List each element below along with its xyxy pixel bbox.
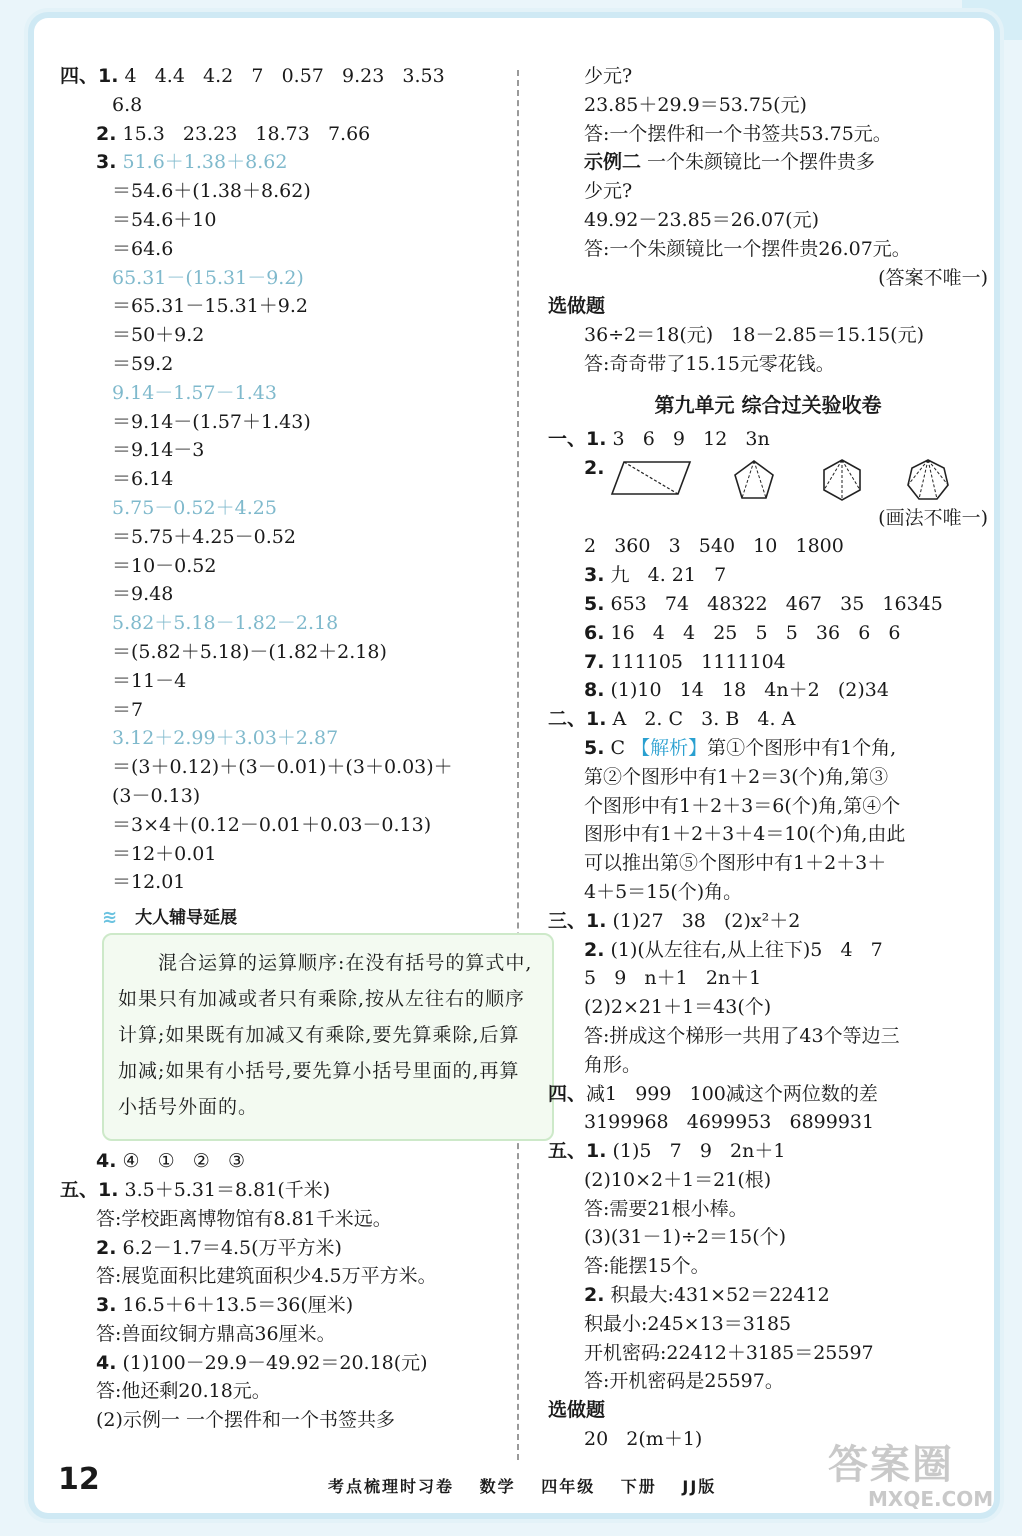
answer-line: 4. ④ ① ② ③ bbox=[96, 1150, 245, 1173]
tip-header bbox=[102, 903, 554, 933]
answer-line: 答:开机密码是25597。 bbox=[584, 1370, 784, 1393]
parallelogram-icon bbox=[610, 458, 692, 498]
page-number: 12 bbox=[58, 1462, 100, 1497]
answer-line: 2. 15.3 23.23 18.73 7.66 bbox=[96, 122, 371, 145]
wave-icon: ≋ bbox=[102, 907, 118, 929]
answer-line: 9.14－1.57－1.43 bbox=[112, 381, 277, 404]
answer-line: ＝59.2 bbox=[112, 352, 174, 375]
answer-line: 5 9 n＋1 2n＋1 bbox=[584, 967, 762, 990]
answer-line: 答:需要21根小棒。 bbox=[584, 1197, 748, 1220]
answer-line: 答:一个朱颜镜比一个摆件贵26.07元。 bbox=[584, 237, 911, 260]
answer-line: ＝9.48 bbox=[112, 583, 174, 606]
answer-line: (画法不唯一) bbox=[878, 506, 988, 529]
answer-line: (2)示例一 一个摆件和一个书签共多 bbox=[96, 1409, 395, 1432]
answer-line: 2. (1)(从左往右,从上往下)5 4 7 bbox=[584, 938, 883, 961]
answer-line: 三、1. (1)27 38 (2)x²＋2 bbox=[548, 909, 801, 932]
pentagon-icon bbox=[732, 458, 776, 502]
answer-line: 一、1. 3 6 9 12 3n bbox=[548, 427, 770, 450]
answer-line: (3)(31－1)÷2＝15(个) bbox=[584, 1226, 787, 1249]
answer-line: ＝6.14 bbox=[112, 468, 174, 491]
answer-line: 五、1. (1)5 7 9 2n＋1 bbox=[548, 1140, 786, 1163]
left-answer-lines bbox=[60, 62, 510, 897]
answer-line: 3. 51.6＋1.38＋8.62 bbox=[96, 151, 288, 174]
answer-line: 答:兽面纹铜方鼎高36厘米。 bbox=[96, 1322, 336, 1345]
heptagon-icon bbox=[906, 458, 950, 502]
answer-line: 答:展览面积比建筑面积少4.5万平方米。 bbox=[96, 1265, 437, 1288]
answer-line: 答:能摆15个。 bbox=[584, 1255, 710, 1278]
answer-line: 4. (1)100－29.9－49.92＝20.18(元) bbox=[96, 1351, 428, 1374]
answer-line: 答:奇奇带了15.15元零花钱。 bbox=[584, 352, 835, 375]
answer-line: 选做题 bbox=[548, 1399, 606, 1422]
answer-line: 答:一个摆件和一个书签共53.75元。 bbox=[584, 122, 892, 145]
answer-line: 36÷2＝18(元) 18－2.85＝15.15(元) bbox=[584, 324, 925, 347]
answer-line: 个图形中有1＋2＋3＝6(个)角,第④个 bbox=[584, 794, 901, 817]
book-subject: 数学 bbox=[479, 1477, 516, 1496]
answer-line: 选做题 bbox=[548, 295, 606, 318]
answer-line: ＝54.6＋(1.38＋8.62) bbox=[112, 180, 311, 203]
right-answer-lines bbox=[548, 62, 988, 379]
book-grade: 四年级 bbox=[541, 1477, 596, 1496]
answer-line: ＝9.14－(1.57＋1.43) bbox=[112, 410, 311, 433]
answer-line: 2. 积最大:431×52＝22412 bbox=[584, 1284, 830, 1307]
answer-line: 3. 九 4. 21 7 bbox=[584, 564, 727, 587]
answer-line: ＝5.75＋4.25－0.52 bbox=[112, 525, 296, 548]
answer-line: 5.82＋5.18－1.82－2.18 bbox=[112, 612, 339, 635]
book-title: 考点梳理时习卷 bbox=[328, 1477, 455, 1496]
left-answer-lines-2 bbox=[60, 1147, 510, 1435]
answer-line: (答案不唯一) bbox=[878, 266, 988, 289]
answer-line: 角形。 bbox=[584, 1053, 642, 1076]
shapes-label: 2. bbox=[584, 456, 605, 479]
answer-line: 6. 16 4 4 25 5 5 36 6 6 bbox=[584, 621, 901, 644]
answer-line: ＝54.6＋10 bbox=[112, 208, 217, 231]
watermark bbox=[828, 1442, 1008, 1522]
answer-line: 第②个图形中有1＋2＝3(个)角,第③ bbox=[584, 765, 889, 788]
tip-body: 混合运算的运算顺序:在没有括号的算式中,如果只有加减或者只有乘除,按从左往右的顺序计算;如果既有加减又有乘除,要先算乘除,后算加减;如果有小括号,要先算小括号里面的,再算小括号外面的。 bbox=[118, 952, 533, 1119]
answer-line: 二、1. A 2. C 3. B 4. A bbox=[548, 708, 796, 731]
tip-box bbox=[102, 903, 554, 1141]
unit-answer-lines-a bbox=[548, 425, 988, 454]
answer-line: 3. 16.5＋6＋13.5＝36(厘米) bbox=[96, 1294, 354, 1317]
answer-line: 答:他还剩20.18元。 bbox=[96, 1380, 271, 1403]
shapes-row bbox=[548, 454, 988, 504]
hexagon-icon bbox=[820, 458, 864, 502]
answer-line: ＝10－0.52 bbox=[112, 554, 217, 577]
answer-line: (2)2×21＋1＝43(个) bbox=[584, 996, 772, 1019]
answer-line: (3－0.13) bbox=[112, 784, 201, 807]
answer-line: 3199968 4699953 6899931 bbox=[584, 1111, 875, 1134]
answer-line: 四、减1 999 100减这个两位数的差 bbox=[548, 1082, 878, 1105]
answer-line: 8. (1)10 14 18 4n＋2 (2)34 bbox=[584, 679, 889, 702]
answer-line: 可以推出第⑤个图形中有1＋2＋3＋ bbox=[584, 852, 887, 875]
book-term: 下册 bbox=[620, 1477, 657, 1496]
book-info bbox=[328, 1474, 734, 1497]
tip-body-box bbox=[102, 933, 554, 1141]
answer-line: ＝7 bbox=[112, 698, 144, 721]
answer-line: 图形中有1＋2＋3＋4＝10(个)角,由此 bbox=[584, 823, 906, 846]
answer-line: (2)10×2＋1＝21(根) bbox=[584, 1168, 772, 1191]
book-edition: JJ版 bbox=[682, 1477, 717, 1496]
answer-line: 开机密码:22412＋3185＝25597 bbox=[584, 1341, 874, 1364]
unit-title: 第九单元 综合过关验收卷 bbox=[654, 392, 882, 417]
right-column bbox=[548, 62, 988, 1454]
answer-line: 6.8 bbox=[112, 93, 143, 116]
answer-line: ＝11－4 bbox=[112, 669, 187, 692]
watermark-logo: 答案圈 bbox=[828, 1442, 954, 1488]
answer-line: 23.85＋29.9＝53.75(元) bbox=[584, 93, 807, 116]
answer-line: ＝65.31－15.31＋9.2 bbox=[112, 295, 309, 318]
column-divider bbox=[517, 70, 519, 1460]
answer-line: 3.12＋2.99＋3.03＋2.87 bbox=[112, 727, 339, 750]
answer-line: 20 2(m＋1) bbox=[584, 1428, 703, 1451]
answer-line: 49.92－23.85＝26.07(元) bbox=[584, 208, 820, 231]
answer-line: 答:学校距离博物馆有8.81千米远。 bbox=[96, 1207, 392, 1230]
answer-line: 5. 653 74 48322 467 35 16345 bbox=[584, 592, 943, 615]
answer-line: 示例二 一个朱颜镜比一个摆件贵多 bbox=[584, 151, 876, 174]
answer-line: 少元? bbox=[584, 180, 633, 203]
answer-line: 5. C 【解析】第①个图形中有1个角, bbox=[584, 736, 897, 759]
answer-line: ＝9.14－3 bbox=[112, 439, 205, 462]
answer-line: 2 360 3 540 10 1800 bbox=[584, 535, 844, 558]
answer-line: ＝50＋9.2 bbox=[112, 324, 205, 347]
answer-line: ＝3×4＋(0.12－0.01＋0.03－0.13) bbox=[112, 813, 432, 836]
watermark-url: MXQE.COM bbox=[868, 1487, 994, 1511]
answer-line: 4＋5＝15(个)角。 bbox=[584, 880, 743, 903]
answer-line: 积最小:245×13＝3185 bbox=[584, 1312, 792, 1335]
answer-line: 四、1. 4 4.4 4.2 7 0.57 9.23 3.53 bbox=[60, 65, 445, 87]
answer-line: 五、1. 3.5＋5.31＝8.81(千米) bbox=[60, 1178, 331, 1201]
answer-line: ＝12.01 bbox=[112, 871, 186, 894]
answer-line: 7. 111105 1111104 bbox=[584, 650, 786, 673]
answer-line: ＝12＋0.01 bbox=[112, 842, 217, 865]
answer-line: ＝(5.82＋5.18)－(1.82＋2.18) bbox=[112, 640, 387, 663]
answer-line: ＝(3＋0.12)＋(3－0.01)＋(3＋0.03)＋ bbox=[112, 756, 453, 779]
answer-line: 5.75－0.52＋4.25 bbox=[112, 496, 277, 519]
unit-answer-lines-b bbox=[548, 504, 988, 1454]
answer-line: ＝64.6 bbox=[112, 237, 174, 260]
answer-line: 65.31－(15.31－9.2) bbox=[112, 266, 304, 289]
answer-line: 少元? bbox=[584, 65, 633, 87]
answer-line: 答:拼成这个梯形一共用了43个等边三 bbox=[584, 1024, 900, 1047]
tip-title: 大人辅导延展 bbox=[125, 903, 247, 933]
left-column bbox=[60, 62, 533, 1435]
answer-line: 2. 6.2－1.7＝4.5(万平方米) bbox=[96, 1236, 342, 1259]
